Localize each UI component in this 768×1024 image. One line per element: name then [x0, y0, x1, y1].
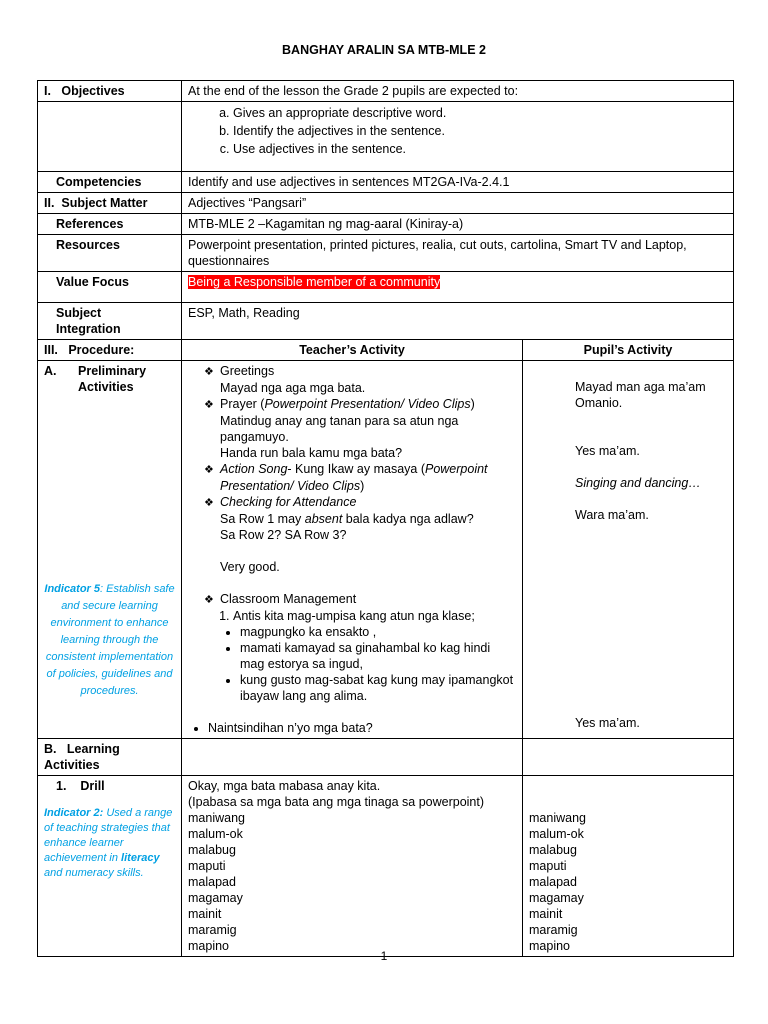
competencies-label: Competencies	[38, 172, 182, 193]
word-item: malapad	[529, 875, 577, 889]
indicator-2-note: Indicator 2: Used a range of teaching strategies that enhance learner achievement in literacy and numeracy skills.	[44, 807, 173, 879]
integration-value: ESP, Math, Reading	[182, 303, 734, 340]
word-item: maniwang	[188, 811, 245, 825]
word-item: mainit	[529, 907, 563, 921]
objectives-label: I. Objectives	[38, 81, 182, 102]
subject-matter-value: Adjectives “Pangsari”	[182, 193, 734, 214]
learning-activities-label: B. Learning Activities	[38, 739, 182, 776]
word-item: maniwang	[529, 811, 586, 825]
integration-row	[38, 303, 734, 340]
drill-label-cell: 1. Drill Indicator 2: Used a range of teaching strategies that enhance learner achievement in literacy and numeracy skills.	[38, 776, 182, 957]
value-focus-label: Value Focus	[38, 272, 182, 303]
preliminary-label-cell: A. Preliminary Activities Indicator 5: Establish safe and secure learning environment to enhance learning through the consistent implementation of policies, guidelines and procedures.	[38, 361, 182, 739]
word-item: malum-ok	[188, 827, 243, 841]
word-item: malabug	[529, 843, 577, 857]
indicator-5-note: Indicator 5: Establish safe and secure learning environment to enhance learning through the consistent implementation of policies, guidelines and procedures.	[44, 583, 175, 697]
competencies-row	[38, 172, 734, 193]
lesson-plan-table	[37, 80, 734, 957]
objective-item: b. Identify the adjectives in the sentence.	[233, 123, 727, 139]
diamond-bullet-icon: ❖	[204, 464, 214, 476]
value-focus-value: Being a Responsible member of a community	[188, 275, 441, 289]
preliminary-teacher-cell: ❖ Greetings Mayad nga aga mga bata. ❖ Prayer (Powerpoint Presentation/ Video Clips) Matindug anay ang tanan para sa atun nga pangamuyo. Handa run bala kamu mga bata? ❖ Action Song- Kung Ikaw ay masaya (Powerpoint Presentation/ Video Clips) ❖ Checking for Attendance Sa Row 1 may absent bala kadya nga adlaw? Sa Row 2? SA Row 3? Very good. ❖ Classroom Management 1. Antis kita mag-umpisa kang atun nga klase; • magpungko ka ensakto , • mamati kamayad sa ginahambal ko kag hindi mag estorya sa ingud, • kung gusto mag-sabat kag kung may ipamangkot ibayaw lang ang alima. • Naintsindihan n’yo mga bata?	[182, 361, 523, 739]
resources-row	[38, 235, 734, 272]
objectives-row	[38, 81, 734, 102]
objectives-intro: At the end of the lesson the Grade 2 pupils are expected to:	[182, 81, 734, 102]
word-item: maramig	[188, 923, 237, 937]
diamond-bullet-icon: ❖	[204, 497, 214, 509]
word-item: mainit	[188, 907, 222, 921]
preliminary-row	[38, 361, 734, 739]
word-item: maputi	[188, 859, 226, 873]
diamond-bullet-icon: ❖	[204, 366, 214, 378]
learning-activities-row	[38, 739, 734, 776]
diamond-bullet-icon: ❖	[204, 399, 214, 411]
competencies-value: Identify and use adjectives in sentences MT2GA-IVa-2.4.1	[182, 172, 734, 193]
value-focus-row	[38, 272, 734, 303]
word-item: malum-ok	[529, 827, 584, 841]
resources-label: Resources	[38, 235, 182, 272]
rule-item: • kung gusto mag-sabat kag kung may ipamangkot ibayaw lang ang alima.	[240, 672, 516, 704]
word-item: maputi	[529, 859, 567, 873]
objectives-list-row	[38, 102, 734, 172]
procedure-label: III. Procedure:	[38, 340, 182, 361]
drill-teacher-cell: Okay, mga bata mabasa anay kita. (Ipabasa sa mga bata ang mga tinaga sa powerpoint) maniwang malum-ok malabug maputi malapad magamay mainit maramig mapino	[182, 776, 523, 957]
page-number: 1	[380, 949, 388, 963]
preliminary-pupil-cell: Mayad man aga ma’am Omanio. Yes ma’am. Singing and dancing… Wara ma’am. Yes ma’am.	[523, 361, 734, 739]
references-label: References	[38, 214, 182, 235]
drill-pupil-cell	[523, 776, 734, 957]
subject-matter-row	[38, 193, 734, 214]
references-row	[38, 214, 734, 235]
word-item: mapino	[529, 939, 570, 953]
word-item: maramig	[529, 923, 578, 937]
resources-value: Powerpoint presentation, printed pictures, realia, cut outs, cartolina, Smart TV and Laptop, questionnaires	[182, 235, 734, 272]
pupil-activity-header: Pupil’s Activity	[523, 340, 734, 361]
word-item: malapad	[188, 875, 236, 889]
rule-item: • magpungko ka ensakto ,	[240, 624, 516, 640]
procedure-header-row	[38, 340, 734, 361]
word-item: magamay	[529, 891, 584, 905]
references-value: MTB-MLE 2 –Kagamitan ng mag-aaral (Kiniray-a)	[182, 214, 734, 235]
rule-item: • mamati kamayad sa ginahambal ko kag hindi mag estorya sa ingud,	[240, 640, 516, 672]
diamond-bullet-icon: ❖	[204, 594, 214, 606]
document-title: BANGHAY ARALIN SA MTB-MLE 2	[282, 43, 486, 57]
subject-matter-label: II. Subject Matter	[38, 193, 182, 214]
objective-item: c. Use adjectives in the sentence.	[233, 141, 727, 157]
drill-row	[38, 776, 734, 957]
objective-item: a. Gives an appropriate descriptive word.	[233, 105, 727, 121]
objectives-list	[188, 105, 727, 157]
word-item: magamay	[188, 891, 243, 905]
integration-label: Subject Integration	[38, 303, 182, 340]
word-item: malabug	[188, 843, 236, 857]
word-item: mapino	[188, 939, 229, 953]
teacher-activity-header: Teacher’s Activity	[182, 340, 523, 361]
